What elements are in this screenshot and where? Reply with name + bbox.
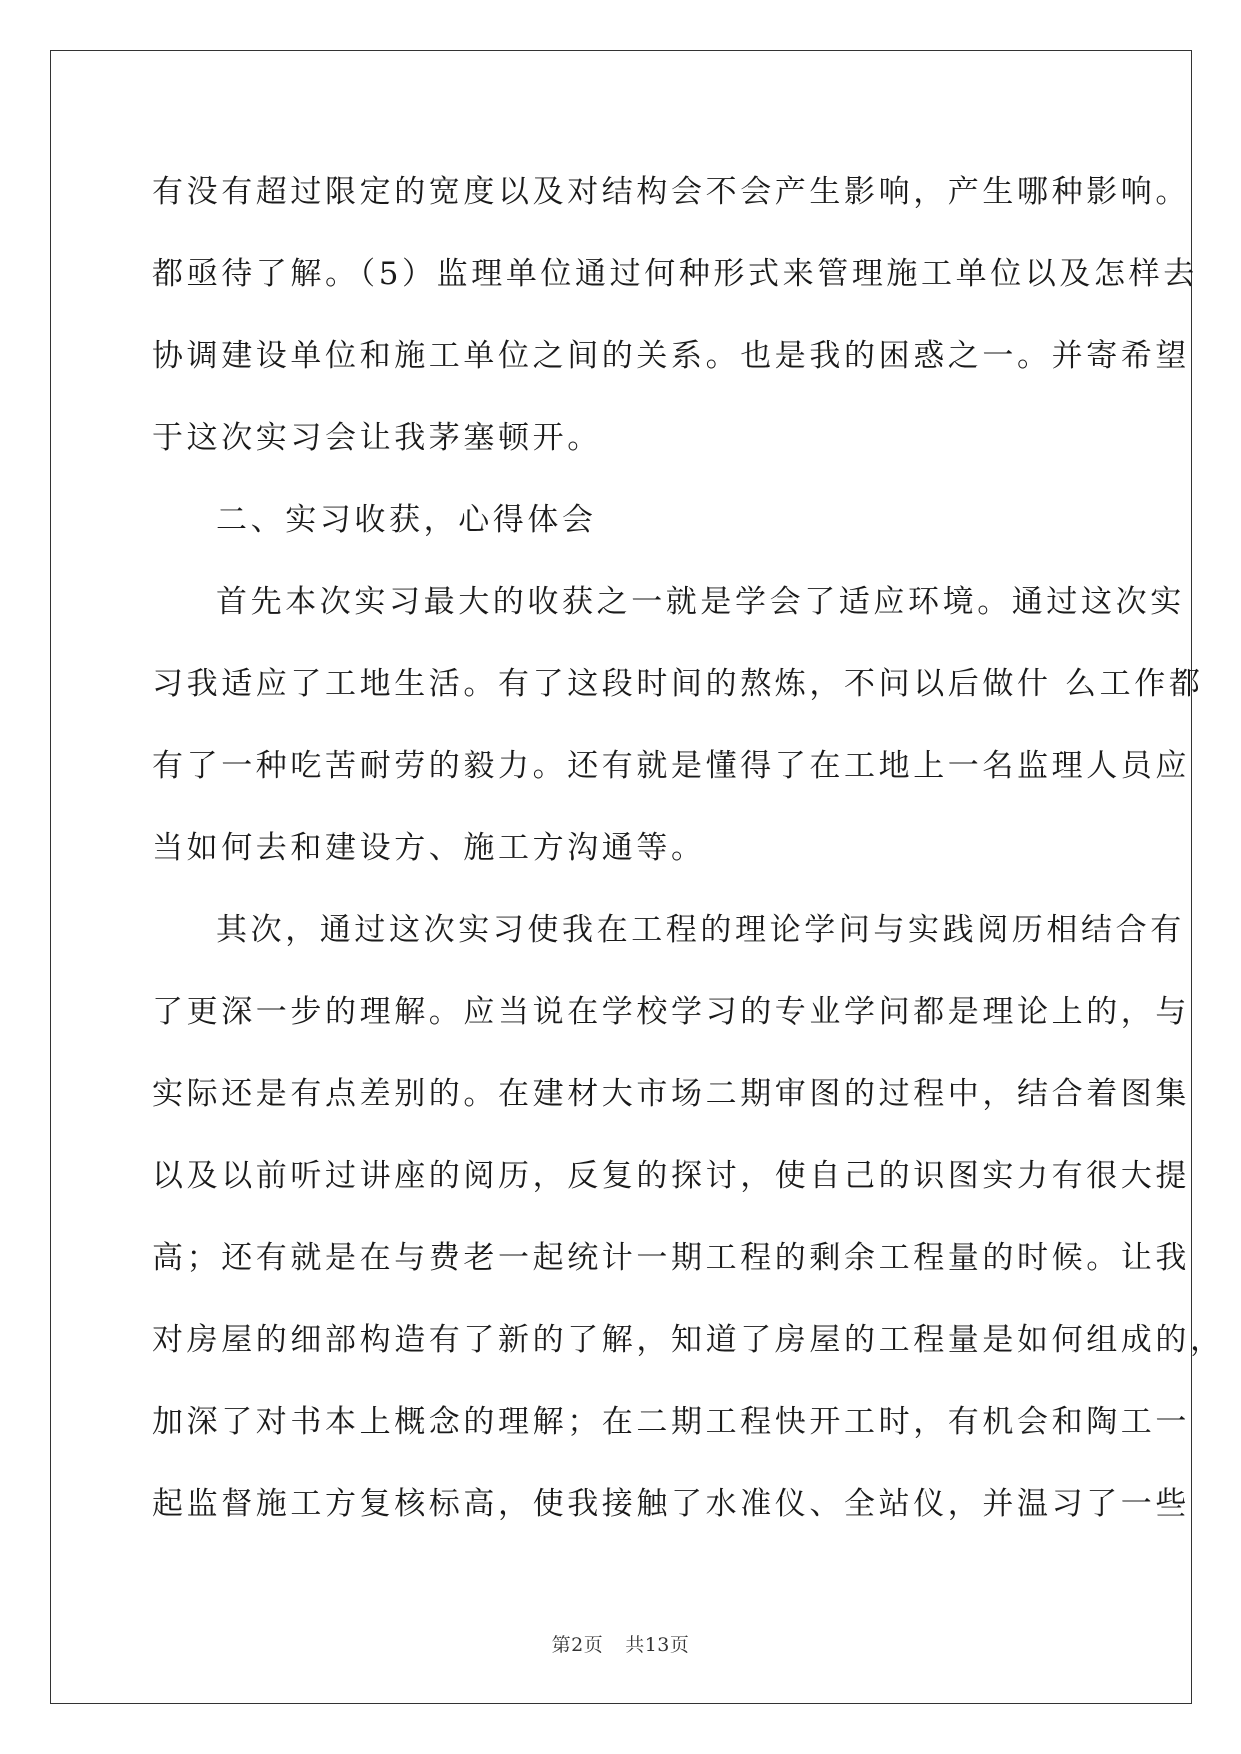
page-number: 第2页: [551, 1634, 604, 1656]
text-line: 习我适应了工地生活。有了这段时间的熬炼，不问以后做什 么工作都: [152, 666, 1204, 702]
text-line: 对房屋的细部构造有了新的了解，知道了房屋的工程量是如何组成的，: [152, 1322, 1225, 1358]
text-line: 协调建设单位和施工单位之间的关系。也是我的困惑之一。并寄希望: [152, 338, 1190, 374]
text-line: 有了一种吃苦耐劳的毅力。还有就是懂得了在工地上一名监理人员应: [152, 748, 1190, 784]
text-line: 起监督施工方复核标高，使我接触了水准仪、全站仪，并温习了一些: [152, 1486, 1190, 1522]
text-line: 加深了对书本上概念的理解；在二期工程快开工时，有机会和陶工一: [152, 1404, 1190, 1440]
body-text: [152, 166, 1225, 1560]
page-footer: [0, 1630, 1241, 1657]
text-line: 实际还是有点差别的。在建材大市场二期审图的过程中，结合着图集: [152, 1076, 1190, 1112]
text-line: 都亟待了解。（5）监理单位通过何种形式来管理施工单位以及怎样去: [152, 256, 1198, 292]
text-line: 以及以前听过讲座的阅历，反复的探讨，使自己的识图实力有很大提: [152, 1158, 1190, 1194]
text-line: 了更深一步的理解。应当说在学校学习的专业学问都是理论上的，与: [152, 994, 1190, 1030]
text-line: 其次，通过这次实习使我在工程的理论学问与实践阅历相结合有: [216, 912, 1185, 948]
text-line: 首先本次实习最大的收获之一就是学会了适应环境。通过这次实: [216, 584, 1185, 620]
text-line: 当如何去和建设方、施工方沟通等。: [152, 830, 706, 866]
text-line: 高；还有就是在与费老一起统计一期工程的剩余工程量的时候。让我: [152, 1240, 1190, 1276]
text-line: 于这次实习会让我茅塞顿开。: [152, 420, 602, 456]
page-total: 共13页: [625, 1634, 690, 1656]
text-line: 有没有超过限定的宽度以及对结构会不会产生影响，产生哪种影响。: [152, 174, 1190, 210]
section-heading: 二、实习收获，心得体会: [216, 502, 597, 538]
